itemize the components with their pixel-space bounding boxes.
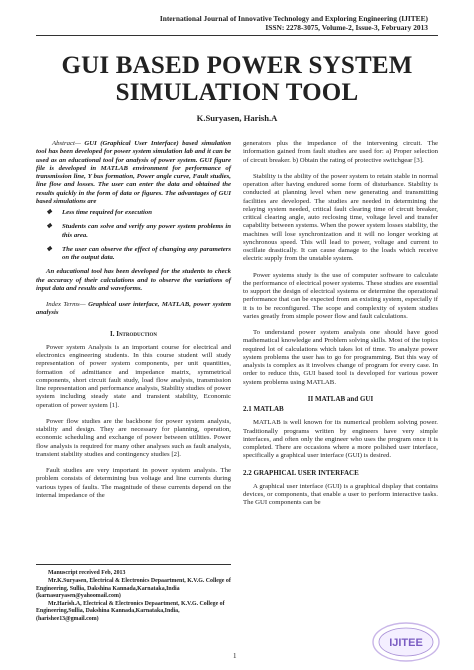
footnote <box>36 570 231 623</box>
index-terms-label: Index Terms— <box>46 301 86 308</box>
title-line-2: SIMULATION TOOL <box>115 79 359 106</box>
header-rule <box>36 35 438 36</box>
bullet-item <box>36 246 231 263</box>
stability-paragraph: Stability is the ability of the power system to retain stable in normal operation after having endured some form of disturbance. Stability is conducted at planning level when new generating and transmitting facilities are developed. The studies are needed in determining the relaying system needed, critical fault clearing time of circuit breaker, critical clearing angle, auto reclosing time, voltage level and transfer capability between systems. When the power system losses stability, the machines will lose synchronization and it will no longer working at synchronous speed. This will lead to power, voltage and current to oscillate drastically. It can cause damage to the loads which receive electric supply from the unstable system. <box>243 172 438 263</box>
bullet-text: The user can observe the effect of changing any parameters on the output data. <box>62 245 231 261</box>
section-heading-introduction <box>36 330 231 338</box>
paper-title <box>36 52 438 106</box>
logo-text: IJITEE <box>389 637 423 649</box>
abstract-closing: An educational tool has been developed for the students to check the accuracy of their calculations and to observe the variations of input data and results and waveforms. <box>36 268 231 292</box>
section-heading-matlab-gui: II MATLAB and GUI <box>307 394 374 403</box>
left-column <box>36 140 231 508</box>
page-number: 1 <box>233 652 237 660</box>
subsection-heading-gui: 2.2 GRAPHICAL USER INTERFACE <box>243 468 359 477</box>
abstract <box>36 140 231 206</box>
gui-paragraph: A graphical user interface (GUI) is a graphical display that contains devices, or components, that enable a user to perform interactive tasks. The GUI components can be <box>243 482 438 507</box>
journal-issn: ISSN: 2278-3075, Volume-2, Issue-3, February 2013 <box>265 23 428 33</box>
index-terms-text: Graphical user interface, MATLAB, power system analysis <box>36 301 231 317</box>
system-studies-paragraph: Power systems study is the use of computer software to calculate the performance of electrical power systems. These studies are essential to support the design of electrical systems or determine the operational performance that can be expected from an existing system, especially if it is to be reconfigured. The scope and complexity of system studies varies greatly from simple power flow and fault calculations. <box>243 271 438 320</box>
analysis-paragraph: To understand power system analysis one should have good mathematical knowledge and Problem solving skills. Most of the topics required lot of calculations which takes lot of time. To analyze power system problems the user has to go for programming. But this way of analysis is complex as it involves change of program for every case. In order to reduce this, GUI based tool is developed for various power system problems using MATLAB. <box>243 329 438 386</box>
section-title: Introduction <box>116 329 158 338</box>
right-paragraph-1: generators plus the impedance of the intervening circuit. The information gained from fault studies are used for: a) Proper selection of circuit breaker. b) Obtain the rating of protective switchgear [3]. <box>243 140 438 164</box>
right-column <box>243 140 438 516</box>
journal-logo <box>370 618 442 664</box>
bullet-item <box>36 209 231 217</box>
diamond-bullet-icon: ❖ <box>46 223 53 231</box>
footnote-author-2: Mr.Harish.A, Electrical & Electronics Depaartment, K.V.G. College of Engineering,Sullia, Dakshina Kannada,Karnataka,India, (harishee13@gmail.com) <box>36 601 225 622</box>
bullet-text: Less time required for execution <box>62 209 152 216</box>
diamond-bullet-icon: ❖ <box>46 209 53 216</box>
intro-paragraph-1: Power system Analysis is an important course for electrical and electronics engineering students. In this course student will study representation of power system components, per unit quantities, formation of admittance and impedance matrix, symmetrical components, short circuit fault study, load flow analysis, transmission line representation and performance analysis, Stability studies of power system including steady state and transient stability, Economic operation of power system [1]. <box>36 343 231 409</box>
bullet-text: Students can solve and verify any power system problems in this area. <box>62 223 231 239</box>
subsection-heading-matlab: 2.1 MATLAB <box>243 405 284 413</box>
index-terms <box>36 301 231 318</box>
matlab-paragraph: MATLAB is well known for its numerical problem solving power. Traditionally programs written by engineers have very simple interfaces, and often only the engineer who uses the program once it is completed. There are occasions where a more polished user interface, specifically a graphical user interface (GUI) is desired. <box>243 419 438 460</box>
abstract-bullets <box>36 209 231 262</box>
logo-mark-icon <box>370 618 442 664</box>
journal-name: International Journal of Innovative Technology and Exploring Engineering (IJITEE) <box>159 14 428 23</box>
diamond-bullet-icon: ❖ <box>46 245 53 253</box>
abstract-label: Abstract— <box>52 140 81 147</box>
author-list: K.Suryasen, Harish.A <box>196 113 278 123</box>
footnote-rule <box>36 564 231 565</box>
section-numeral: I. <box>109 329 115 338</box>
footnote-received: Manuscript received Feb, 2013 <box>48 570 126 576</box>
intro-paragraph-3: Fault studies are very important in power system analysis. The problem consists of determining bus voltage and line currents during various types of faults. The magnitude of these currents depend on the internal impedance of the <box>36 467 231 499</box>
bullet-item <box>36 223 231 240</box>
title-line-1: GUI BASED POWER SYSTEM <box>61 52 413 79</box>
footnote-author-1: Mr.K.Suryasen, Electrical & Electronics Depaartment, K.V.G. College of Engineering, Sullia, Dakshina Kannada,Karnataka,India (karnasuryasen@yahoomail.com) <box>36 578 231 599</box>
abstract-text: GUI (Graphical User Interface) based simulation tool has been developed for power system simulation lab and it can be used as an educational tool for analysis of power system. GUI figure file is developed in MATLAB environment for performance of transmission line, Y bus formation, Power angle curve, Fault studies, line flow and losses. The user can enter the data and obtained the results quickly in the form of data or figures. The advantages of GUI based simulations are <box>36 140 231 205</box>
journal-header <box>28 14 428 32</box>
intro-paragraph-2: Power flow studies are the backbone for power system analysis, stability and design. They are necessary for planning, operation, economic scheduling and exchange of power between utilities. Power flow analysis is required for many other analyses such as fault analysis, transient stability studies and contingency studies [2]. <box>36 417 231 458</box>
